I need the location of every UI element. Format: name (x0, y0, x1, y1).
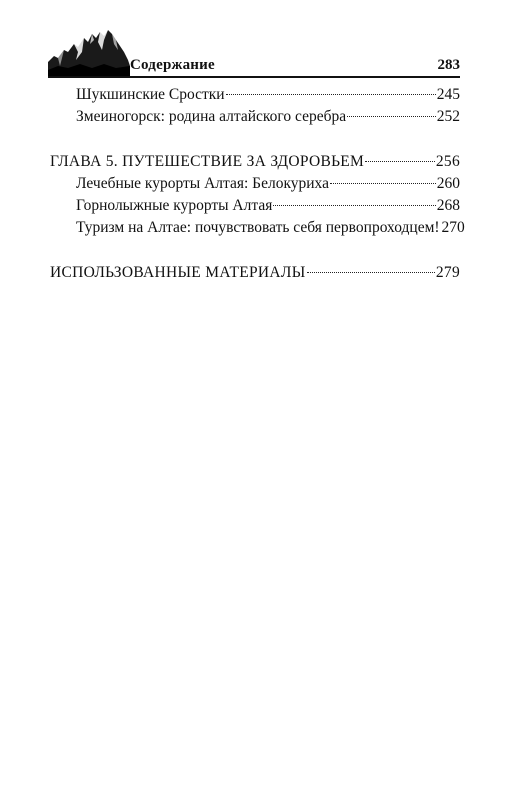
toc-entry-page: 252 (436, 108, 460, 125)
mountain-logo-icon (48, 22, 130, 78)
toc-entry-title: Змеиногорск: родина алтайского серебра (76, 108, 347, 125)
toc-entry (76, 85, 460, 105)
toc-chapter-page: 279 (435, 264, 460, 281)
toc-entry-title: Туризм на Алтае: почувствовать себя первопроходцем! (76, 219, 440, 236)
dot-leader (330, 183, 436, 184)
toc-entry-title: Шукшинские Сростки (76, 86, 225, 103)
dot-leader (365, 161, 435, 162)
dot-leader (347, 116, 436, 117)
toc-entry-title: Лечебные курорты Алтая: Белокуриха (76, 175, 329, 192)
dot-leader (307, 272, 435, 273)
dot-leader (226, 94, 436, 95)
toc-entry-page: 270 (441, 219, 465, 236)
toc-entry-page: 260 (436, 175, 460, 192)
toc-chapter-title: ГЛАВА 5. ПУТЕШЕСТВИЕ ЗА ЗДОРОВЬЕМ (50, 153, 365, 170)
toc-entry-page: 245 (436, 86, 460, 103)
toc-entry-title: Горнолыжные курорты Алтая (76, 197, 273, 214)
toc-entry (76, 196, 460, 216)
toc-entry (76, 174, 460, 194)
toc-entry (76, 107, 460, 127)
toc-entry (76, 218, 465, 238)
running-header-title: Содержание (130, 57, 215, 73)
page-number: 283 (437, 57, 460, 73)
page-header (48, 22, 460, 78)
header-rule (48, 76, 460, 78)
toc-chapter-title: ИСПОЛЬЗОВАННЫЕ МАТЕРИАЛЫ (50, 264, 306, 281)
toc-chapter (50, 152, 460, 172)
toc-entry-page: 268 (436, 197, 460, 214)
toc-chapter-page: 256 (435, 153, 460, 170)
toc-chapter (50, 263, 460, 283)
dot-leader (273, 205, 435, 206)
